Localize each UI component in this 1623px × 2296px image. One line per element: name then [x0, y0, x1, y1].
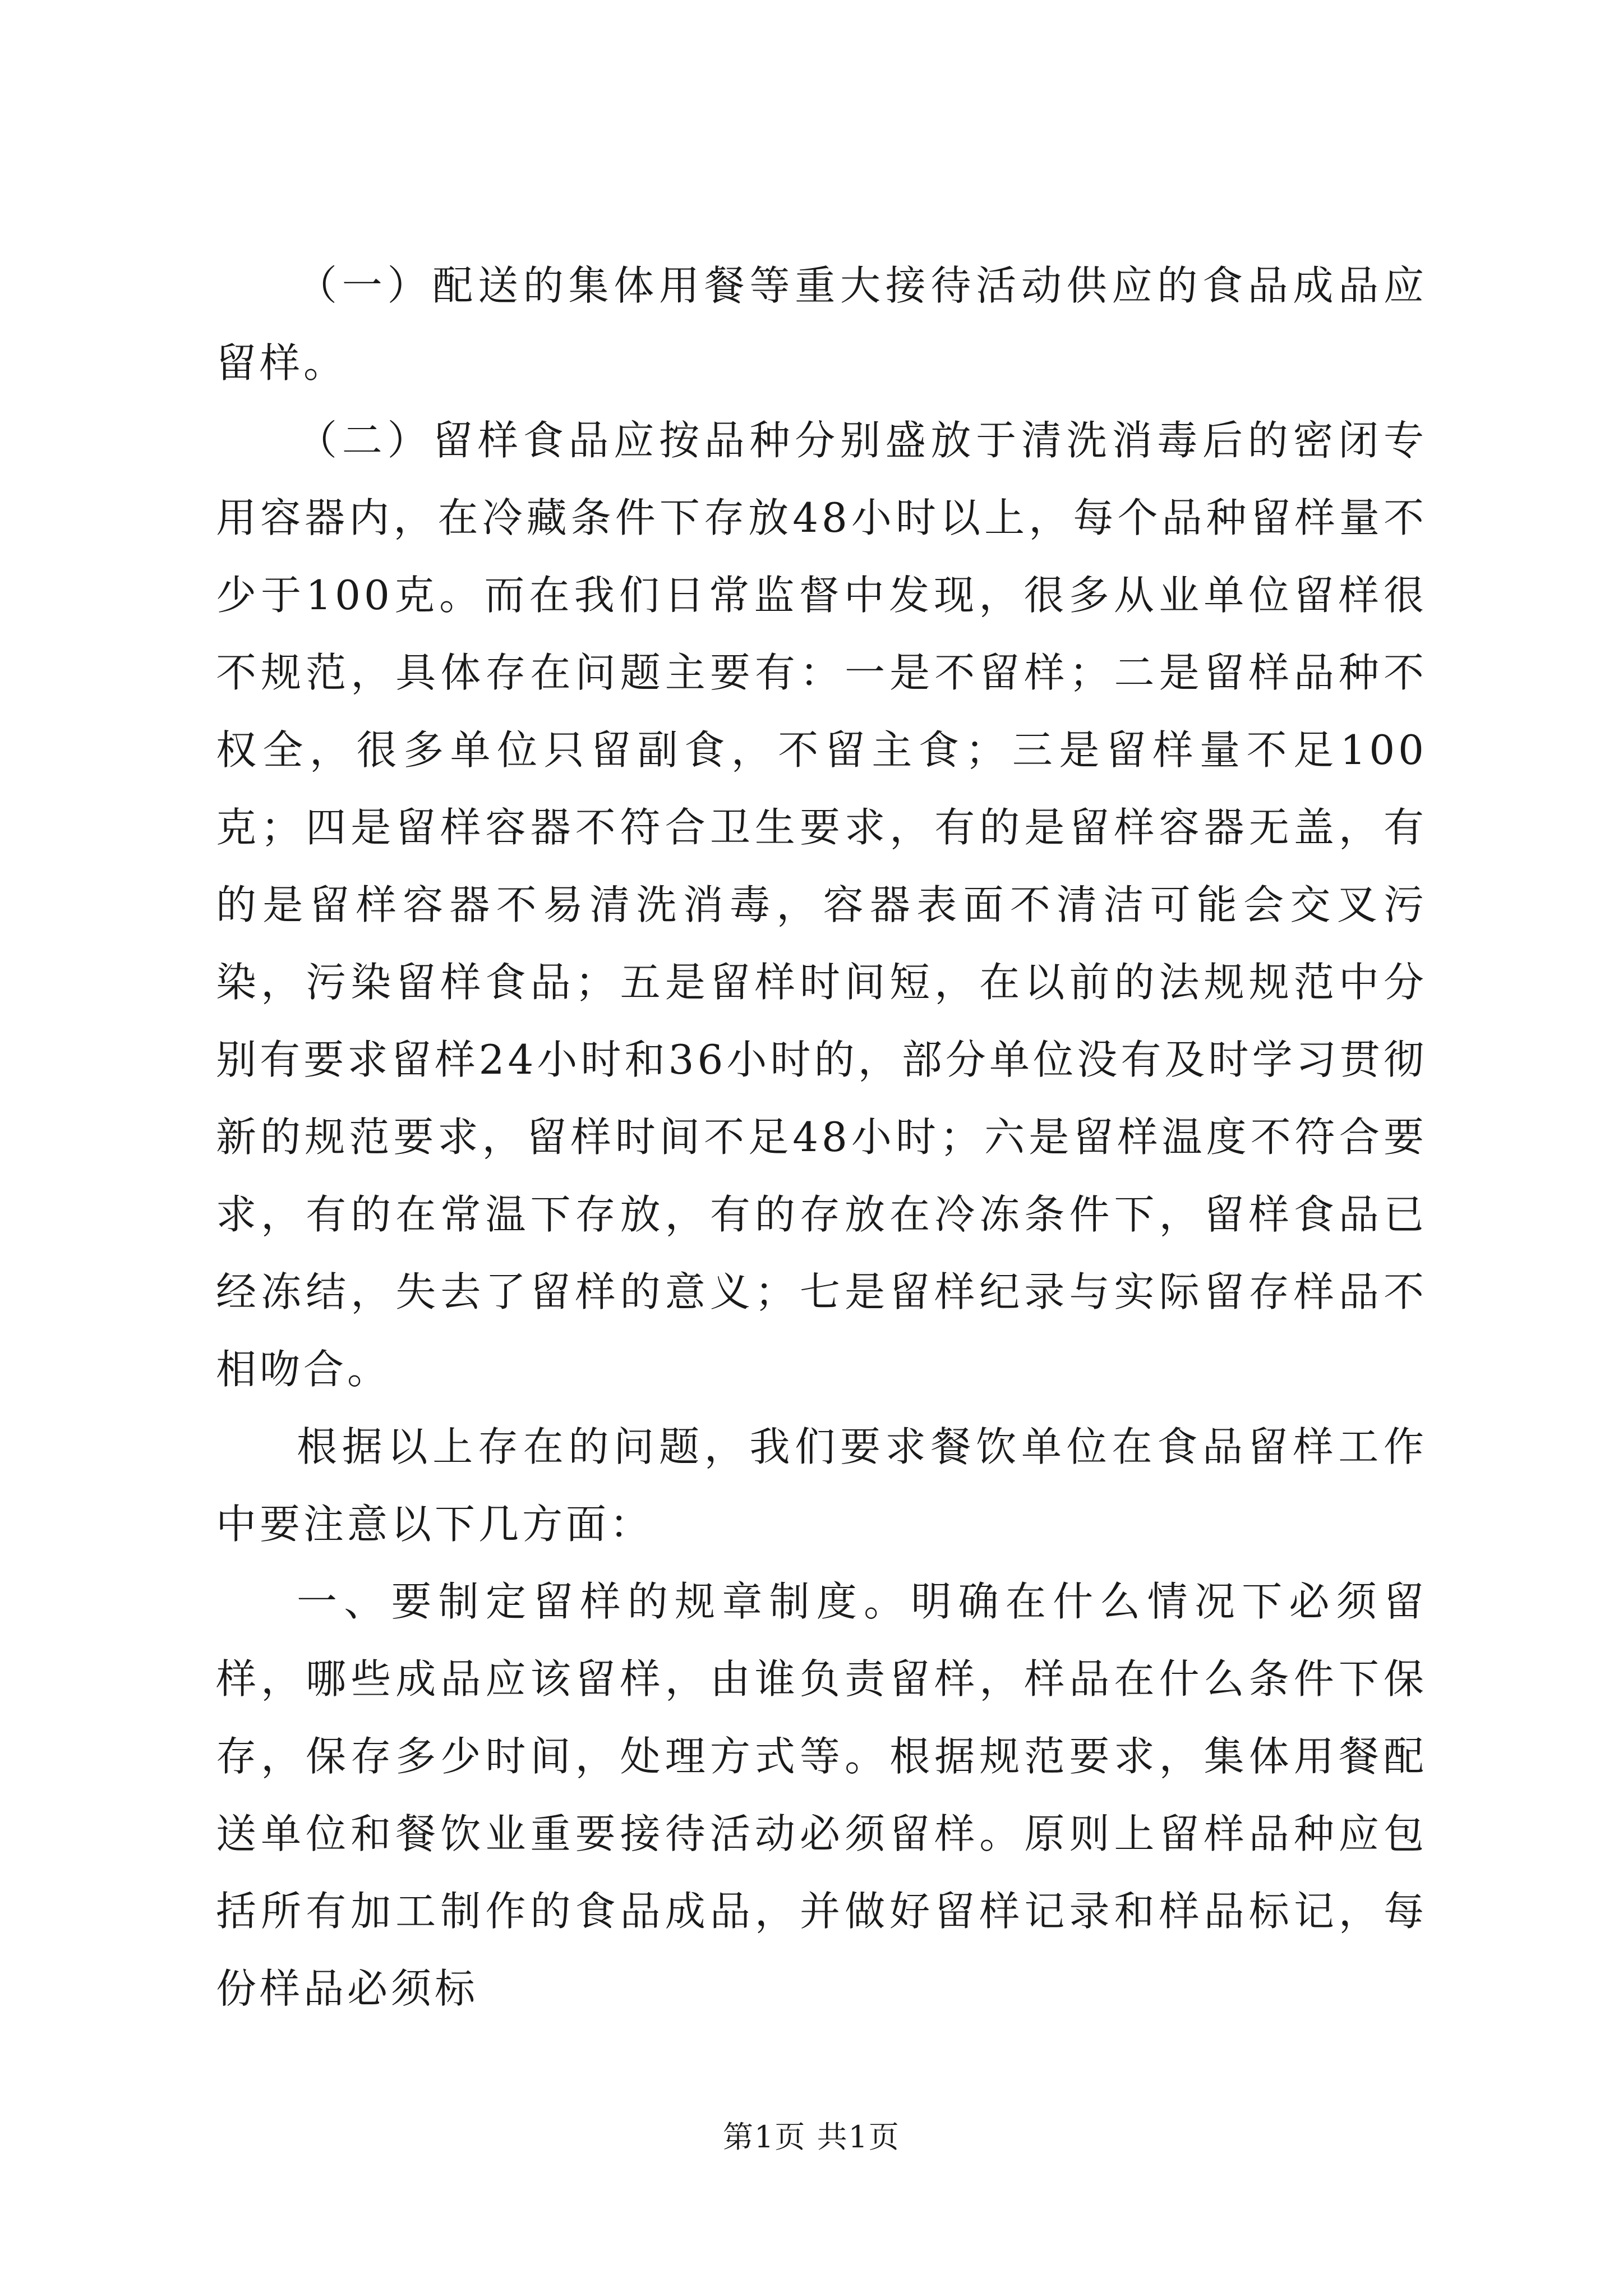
paragraph-sample-retention-scope: （一）配送的集体用餐等重大接待活动供应的食品成品应留样。 — [216, 262, 1427, 386]
document-body — [216, 247, 1427, 2027]
paragraph-rules-and-regulations: 一、要制定留样的规章制度。明确在什么情况下必须留样，哪些成品应该留样，由谁负责留样，样品在什么条件下保存，保存多少时间，处理方式等。根据规范要求，集体用餐配送单位和餐饮业重要接待活动必须留样。原则上留样品种应包括所有加工制作的食品成品，并做好留样记录和样品标记，每份样品必须标 — [216, 1578, 1427, 2012]
page-footer: 第1页 共1页 — [723, 2119, 900, 2155]
paragraph-sample-storage-problems: （二）留样食品应按品种分别盛放于清洗消毒后的密闭专用容器内，在冷藏条件下存放48小时以上，每个品种留样量不少于100克。而在我们日常监督中发现，很多从业单位留样很不规范，具体存在问题主要有：一是不留样；二是留样品种不权全，很多单位只留副食，不留主食；三是留样量不足100克；四是留样容器不符合卫生要求，有的是留样容器无盖，有的是留样容器不易清洗消毒，容器表面不清洁可能会交叉污染，污染留样食品；五是留样时间短，在以前的法规规范中分别有要求留样24小时和36小时的，部分单位没有及时学习贯彻新的规范要求，留样时间不足48小时；六是留样温度不符合要求，有的在常温下存放，有的存放在冷冻条件下，留样食品已经冻结，失去了留样的意义；七是留样纪录与实际留存样品不相吻合。 — [216, 417, 1427, 1393]
paragraph-requirements-intro: 根据以上存在的问题，我们要求餐饮单位在食品留样工作中要注意以下几方面： — [216, 1423, 1427, 1548]
